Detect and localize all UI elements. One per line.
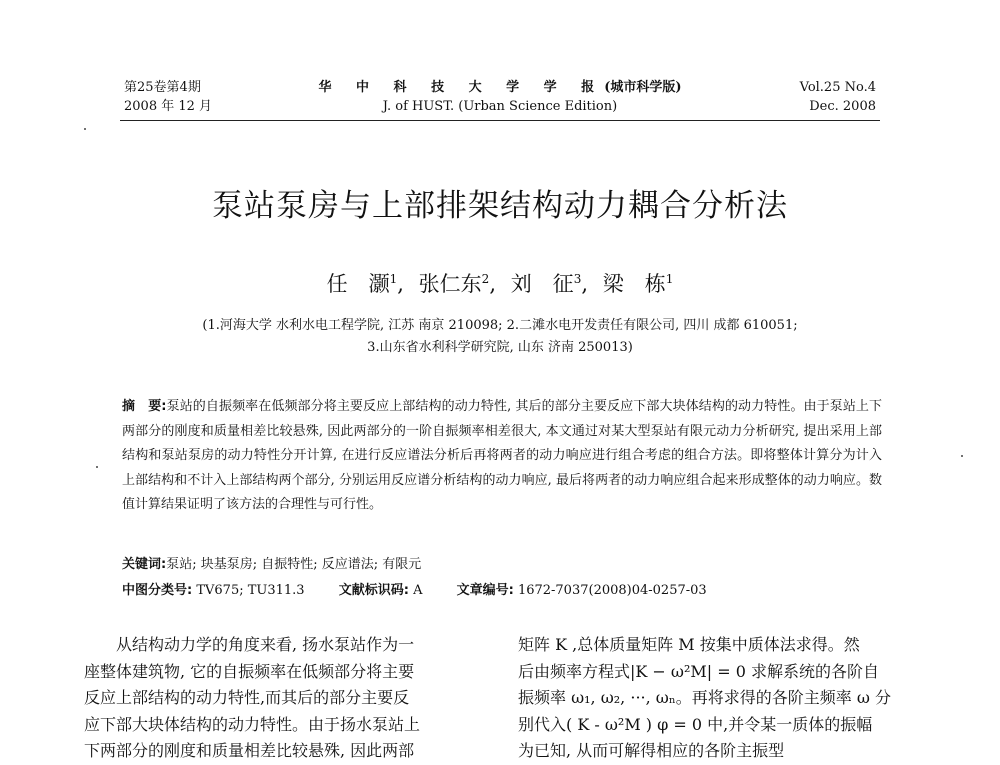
abstract-text: 泵站的自振频率在低频部分将主要反应上部结构的动力特性, 其后的部分主要反应下部大块体结构的动力特性。由于泵站上下两部分的刚度和质量相差比较悬殊, 因此两部分的一阶自振频率相差很大, 本文通过对某大型泵站有限元动力分析研究, 提出采用上部结构和泵站泵房的动力特性分开计算, 在进行反应谱法分析后再将两者的动力响应进行组合考虑的组合方法。即将整体计算分为计入上部结构和不计入上部结构两个部分, 分别运用反应谱分析结构的动力响应, 最后将两者的动力响应组合起来形成整体的动力响应。数值计算结果证明了该方法的合理性与可行性。	[122, 399, 883, 512]
volume-issue-en: Vol.25 No.4	[799, 80, 876, 95]
volume-issue-cn: 第25卷第4期	[124, 80, 201, 95]
body-line: 反应上部结构的动力特性,而其后的部分主要反	[84, 688, 410, 707]
author: 梁 栋$^1$	[602, 272, 674, 296]
affiliation-line: 3.山东省水利科学研究院, 山东 济南 250013)	[367, 340, 633, 355]
author-list	[0, 268, 1000, 298]
body-line: 应下部大块体结构的动力特性。由于扬水泵站上	[84, 714, 421, 734]
author: 刘 征$^3$,	[510, 272, 589, 296]
header-rule	[120, 120, 880, 121]
keywords-label: 关键词:	[122, 557, 167, 572]
body-line: 座整体建筑物, 它的自振频率在低频部分将主要	[84, 661, 415, 681]
date-en: Dec. 2008	[809, 99, 876, 114]
scan-speck	[961, 455, 963, 457]
paper-title: 泵站泵房与上部排架结构动力耦合分析法	[212, 188, 788, 224]
scan-speck	[96, 466, 98, 468]
body-line: 为已知, 从而可解得相应的各阶主振型	[518, 741, 785, 760]
article-number: 文章编号: 1672-7037(2008)04-0257-03	[456, 583, 707, 598]
body-line: 后由频率方程式|K − ω²M| = 0 求解系统的各阶自	[518, 661, 880, 681]
keywords-text: 泵站; 块基泵房; 自振特性; 反应谱法; 有限元	[166, 557, 422, 572]
body-line: 别代入( K - ω²M ) φ = 0 中,并令某一质体的振幅	[518, 714, 873, 734]
body-line: 振频率 ω₁, ω₂, ···, ωₙ。再将求得的各阶主频率 ω 分	[518, 688, 891, 707]
document-code: 文献标识码: A	[338, 583, 423, 598]
body-line: 从结构动力学的角度来看, 扬水泵站作为一	[116, 635, 415, 654]
abstract-label: 摘 要:	[122, 399, 167, 414]
classification	[122, 580, 882, 602]
author: 任 灏$^1$,	[326, 272, 404, 296]
journal-title-en: J. of HUST. (Urban Science Edition)	[382, 99, 618, 114]
keywords	[122, 554, 882, 576]
body-line: 矩阵 K ,总体质量矩阵 M 按集中质体法求得。然	[518, 635, 860, 654]
clc-number: 中图分类号: TV675; TU311.3	[122, 583, 305, 598]
body-line: 下两部分的刚度和质量相差比较悬殊, 因此两部	[84, 741, 415, 760]
body-column-left	[84, 632, 484, 765]
affiliation-line: (1.河海大学 水利水电工程学院, 江苏 南京 210098; 2.二滩水电开发责任有限公司, 四川 成都 610051;	[202, 318, 798, 333]
header-right	[800, 78, 876, 116]
author: 张仁东$^2$,	[418, 272, 496, 296]
journal-title-cn: 华 中 科 技 大 学 学 报(城市科学版)	[318, 80, 682, 95]
date-cn: 2008 年 12 月	[124, 99, 213, 114]
scan-speck	[84, 128, 86, 130]
abstract	[122, 395, 882, 518]
body-column-right	[518, 632, 918, 765]
affiliations	[90, 315, 910, 359]
